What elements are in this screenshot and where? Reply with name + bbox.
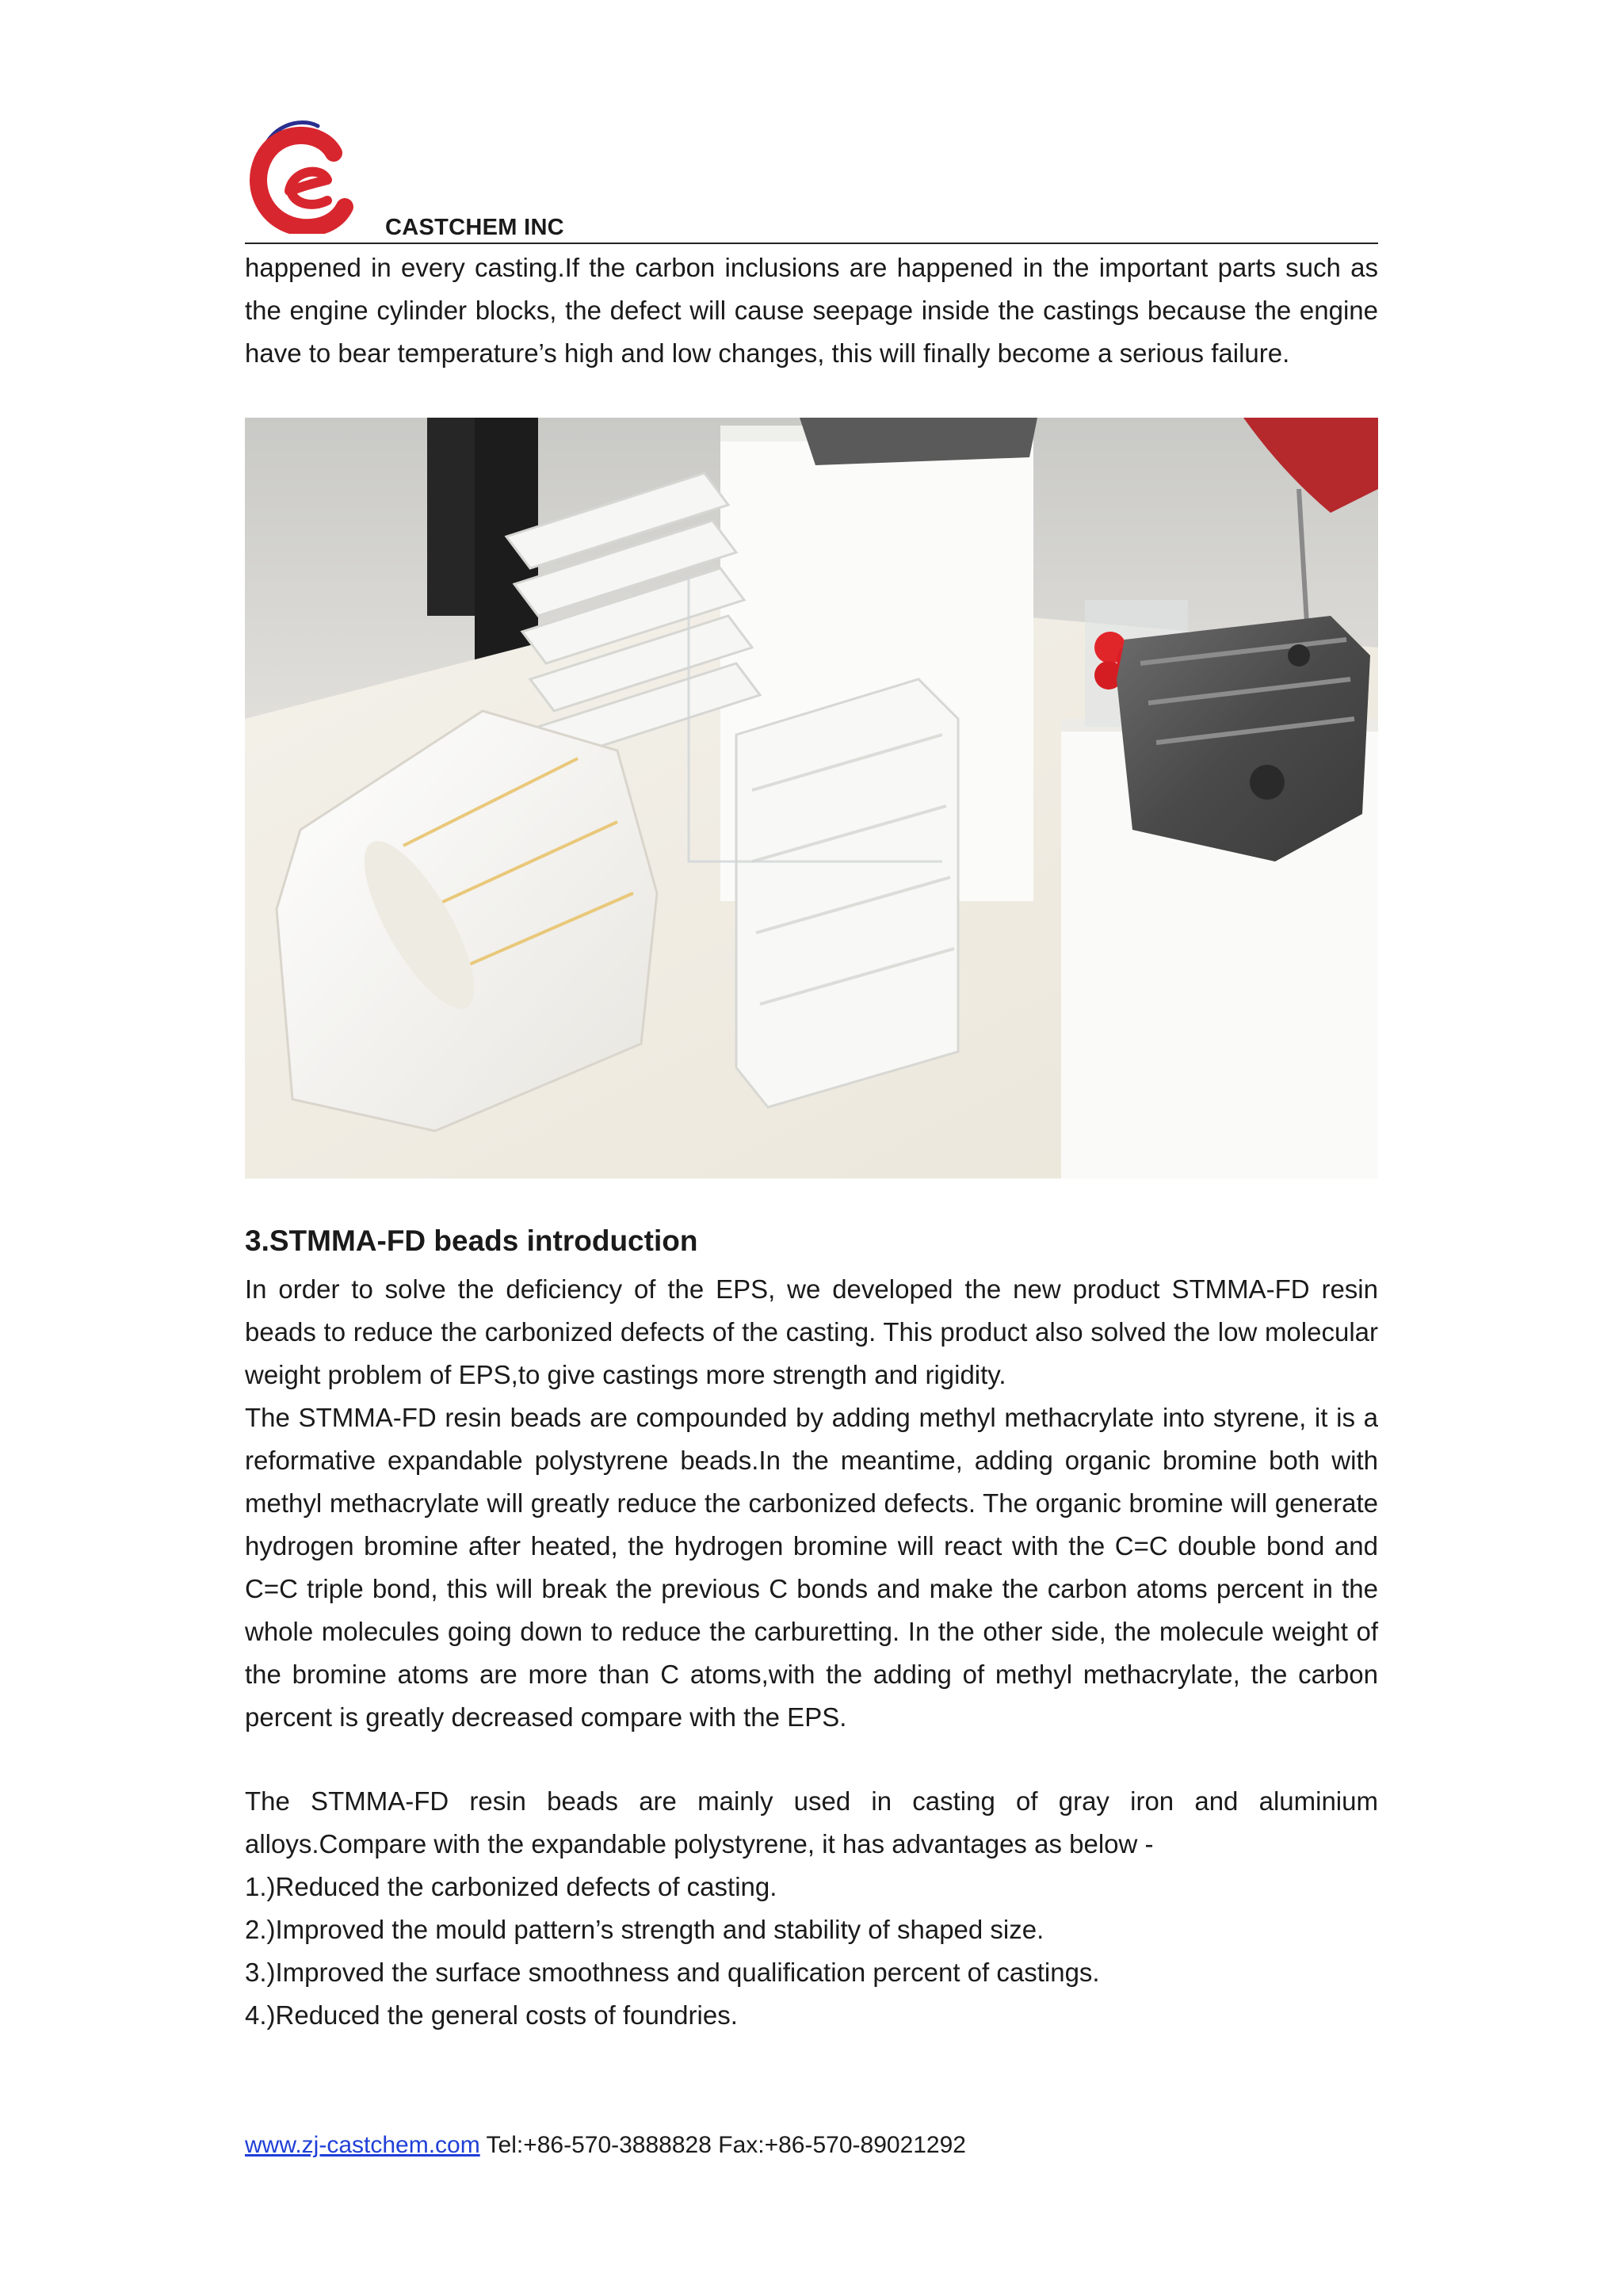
section-paragraph-2: The STMMA-FD resin beads are compounded by adding methyl methacrylate into styrene, it is a reformative expandable polystyrene beads.In the meantime, adding organic bromine both with methyl methacrylate will greatly reduce the carbonized defects. The organic bromine will generate hydrogen bromine after heated, the hydrogen bromine will react with the C=C double bond and C=C triple bond, this will break the previous C bonds and make the carbon atoms percent in the whole molecules going down to reduce the carburetting. In the other side, the molecule weight of the bromine atoms are more than C atoms,with the adding of methyl methacrylate, the carbon percent is greatly decreased compare with the EPS. (245, 1403, 1378, 1732)
section-paragraph-1: In order to solve the deficiency of the EPS, we developed the new product STMMA-FD resin beads to reduce the carbonized defects of the casting. This product also solved the low molecular weight problem of EPS,to give castings more strength and rigidity. (245, 1274, 1378, 1389)
intro-paragraph: happened in every casting.If the carbon inclusions are happened in the important parts such as the engine cylinder blocks, the defect will cause seepage inside the castings because the engine have to bear temperature’s high and low changes, this will finally become a serious failure. (245, 253, 1378, 368)
header-divider (245, 243, 1378, 244)
page-footer (245, 2132, 966, 2159)
castchem-logo (245, 115, 356, 234)
list-item: 4.)Reduced the general costs of foundries. (245, 2000, 738, 2030)
company-name: CASTCHEM INC (385, 215, 564, 240)
contact-info: Tel:+86-570-3888828 Fax:+86-570-89021292 (479, 2132, 966, 2158)
advantages-list (245, 1866, 1378, 2037)
section-paragraph-3: The STMMA-FD resin beads are mainly used in casting of gray iron and aluminium alloys.Compare with the expandable polystyrene, it has advantages as below - (245, 1786, 1378, 1859)
foam-pattern-photo (245, 418, 1378, 1179)
website-link[interactable]: www.zj-castchem.com (245, 2132, 480, 2158)
list-item: 2.)Improved the mould pattern’s strength and stability of shaped size. (245, 1915, 1044, 1944)
page-header (245, 115, 1378, 242)
list-item: 3.)Improved the surface smoothness and qualification percent of castings. (245, 1958, 1100, 1987)
section-title: 3.STMMA-FD beads introduction (245, 1224, 698, 1257)
list-item: 1.)Reduced the carbonized defects of casting. (245, 1872, 777, 1901)
